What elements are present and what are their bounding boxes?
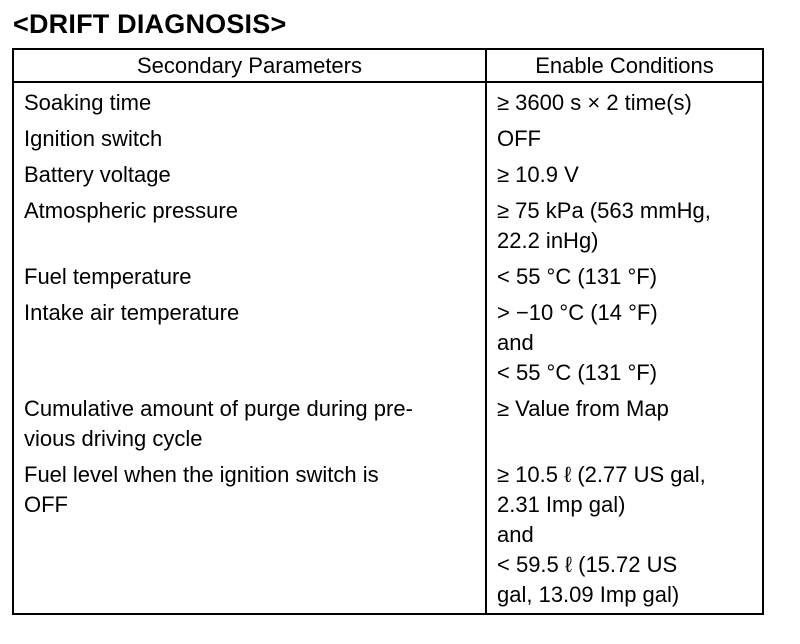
parameter-text: Atmospheric pressure <box>24 198 238 223</box>
parameter-text: OFF <box>24 492 68 517</box>
condition-text: ≥ 10.5 ℓ (2.77 US gal, <box>497 462 706 487</box>
condition-text: ≥ Value from Map <box>497 396 669 421</box>
condition-text: ≥ 75 kPa (563 mmHg, <box>497 198 711 223</box>
condition-text: > −10 °C (14 °F) <box>497 300 658 325</box>
parameter-text: vious driving cycle <box>24 426 203 451</box>
page-title: <DRIFT DIAGNOSIS> <box>13 9 287 39</box>
table-row <box>13 296 763 392</box>
condition-text: and <box>497 522 534 547</box>
table-row <box>13 122 763 158</box>
parameter-cell <box>13 392 486 458</box>
table-row <box>13 158 763 194</box>
condition-text: 2.31 Imp gal) <box>497 492 626 517</box>
parameter-cell <box>13 260 486 296</box>
condition-cell <box>486 194 763 260</box>
parameter-text: Intake air temperature <box>24 300 240 325</box>
table-row <box>13 260 763 296</box>
condition-cell <box>486 158 763 194</box>
condition-text: < 59.5 ℓ (15.72 US <box>497 552 678 577</box>
table-row <box>13 458 763 614</box>
parameter-text: Fuel level when the ignition switch is <box>24 462 379 487</box>
condition-text: OFF <box>497 126 541 151</box>
parameter-text: Ignition switch <box>24 126 163 151</box>
parameter-cell <box>13 458 486 614</box>
header-secondary-parameters: Secondary Parameters <box>13 49 486 82</box>
header-enable-conditions: Enable Conditions <box>486 49 763 82</box>
condition-text: 22.2 inHg) <box>497 228 599 253</box>
parameter-text: Cumulative amount of purge during pre- <box>24 396 413 421</box>
parameter-cell <box>13 82 486 122</box>
parameter-cell <box>13 122 486 158</box>
enable-conditions-table <box>12 48 764 615</box>
condition-text: and <box>497 330 534 355</box>
condition-cell <box>486 296 763 392</box>
parameter-text: Battery voltage <box>24 162 171 187</box>
parameter-cell <box>13 158 486 194</box>
parameter-text: Soaking time <box>24 90 152 115</box>
table-row <box>13 82 763 122</box>
condition-text: < 55 °C (131 °F) <box>497 360 658 385</box>
condition-cell <box>486 82 763 122</box>
condition-text: gal, 13.09 Imp gal) <box>497 582 680 607</box>
parameter-cell <box>13 194 486 260</box>
table-row <box>13 392 763 458</box>
parameter-cell <box>13 296 486 392</box>
parameter-text: Fuel temperature <box>24 264 192 289</box>
condition-cell <box>486 458 763 614</box>
condition-text: ≥ 3600 s × 2 time(s) <box>497 90 692 115</box>
condition-cell <box>486 392 763 458</box>
condition-cell <box>486 260 763 296</box>
table-header-row <box>13 49 763 82</box>
condition-text: < 55 °C (131 °F) <box>497 264 658 289</box>
condition-text: ≥ 10.9 V <box>497 162 579 187</box>
table-row <box>13 194 763 260</box>
condition-cell <box>486 122 763 158</box>
